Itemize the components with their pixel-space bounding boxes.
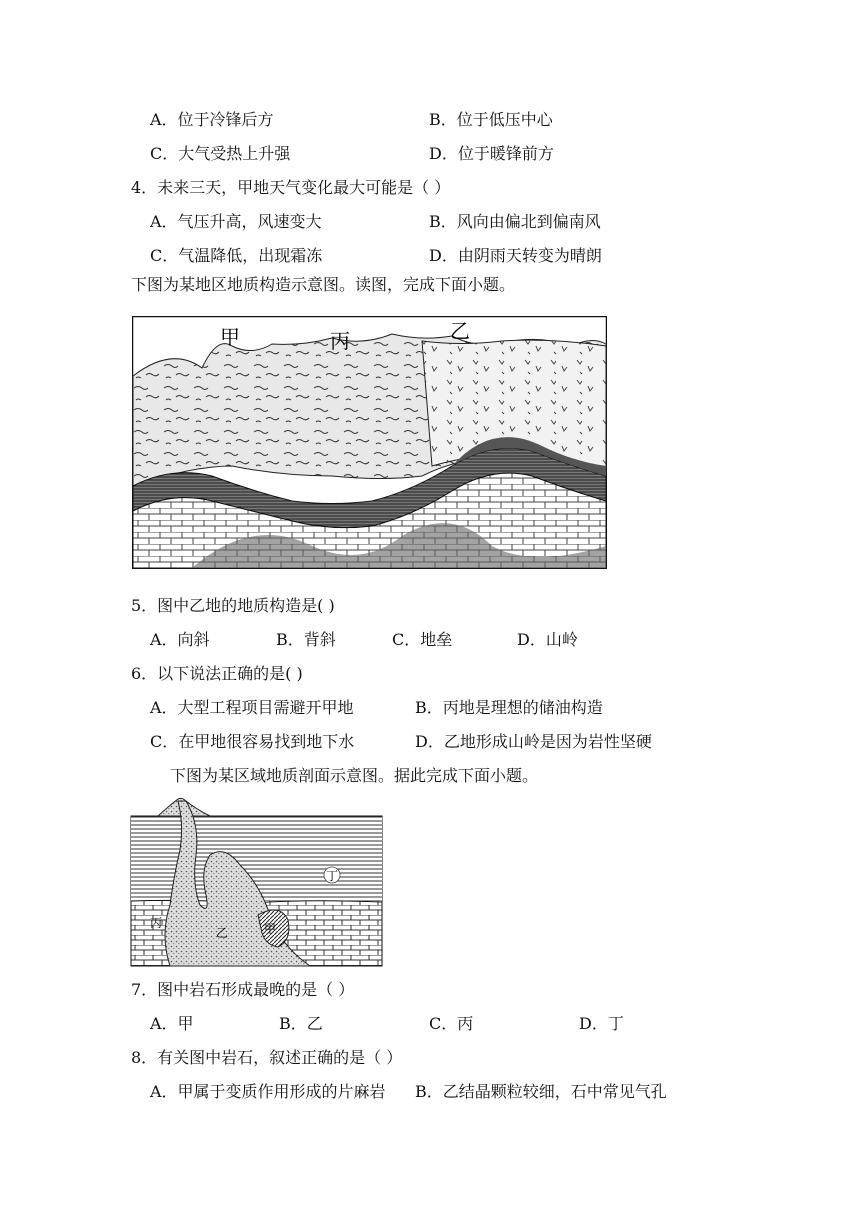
q8-stem: 8．有关图中岩石，叙述正确的是（ ）: [131, 1048, 403, 1067]
q6-option-b: B．丙地是理想的储油构造: [415, 698, 603, 717]
figure1-label-bing: 丙: [330, 329, 350, 353]
figure2-label-jia: 甲: [264, 922, 277, 936]
figure2-label-bing: 丙: [150, 916, 163, 930]
intro-text-1: 下图为某地区地质构造示意图。读图，完成下面小题。: [131, 275, 516, 294]
q3-option-a: A．位于冷锋后方: [150, 110, 274, 129]
figure2-label-yi: 乙: [216, 926, 229, 940]
q3-option-c: C．大气受热上升强: [150, 144, 291, 163]
q5-option-c: C．地垒: [392, 630, 453, 649]
geologic-structure-figure: [132, 316, 607, 569]
q6-option-d: D．乙地形成山岭是因为岩性坚硬: [415, 732, 652, 751]
q5-stem: 5．图中乙地的地质构造是( ): [131, 596, 335, 615]
q7-option-c: C．丙: [429, 1014, 474, 1033]
figure1-label-jia: 甲: [220, 325, 240, 349]
intro-text-2: 下图为某区域地质剖面示意图。据此完成下面小题。: [170, 766, 539, 785]
q7-option-d: D．丁: [579, 1014, 624, 1033]
q7-stem: 7．图中岩石形成最晚的是（ ）: [131, 980, 355, 999]
q6-option-a: A．大型工程项目需避开甲地: [150, 698, 354, 717]
figure2-label-ding: 丁: [326, 869, 339, 883]
q3-option-d: D．位于暖锋前方: [429, 144, 554, 163]
q7-option-a: A．甲: [150, 1014, 194, 1033]
q4-option-a: A．气压升高，风速变大: [150, 212, 322, 231]
q5-option-b: B．背斜: [276, 630, 336, 649]
q6-option-c: C．在甲地很容易找到地下水: [150, 732, 355, 751]
q8-option-a: A．甲属于变质作用形成的片麻岩: [150, 1082, 386, 1101]
q4-option-c: C．气温降低，出现霜冻: [150, 246, 323, 265]
q5-option-d: D．山岭: [517, 630, 578, 649]
q6-stem: 6．以下说法正确的是( ): [131, 664, 303, 683]
q3-option-b: B．位于低压中心: [429, 110, 553, 129]
q4-option-d: D．由阴雨天转变为晴朗: [429, 246, 602, 265]
geologic-section-figure: [130, 795, 384, 968]
q4-stem: 4．未来三天，甲地天气变化最大可能是（ ）: [131, 178, 451, 197]
q8-option-b: B．乙结晶颗粒较细，石中常见气孔: [415, 1082, 667, 1101]
q7-option-b: B．乙: [279, 1014, 323, 1033]
figure1-label-yi: 乙: [450, 319, 470, 343]
q4-option-b: B．风向由偏北到偏南风: [429, 212, 601, 231]
q5-option-a: A．向斜: [150, 630, 210, 649]
